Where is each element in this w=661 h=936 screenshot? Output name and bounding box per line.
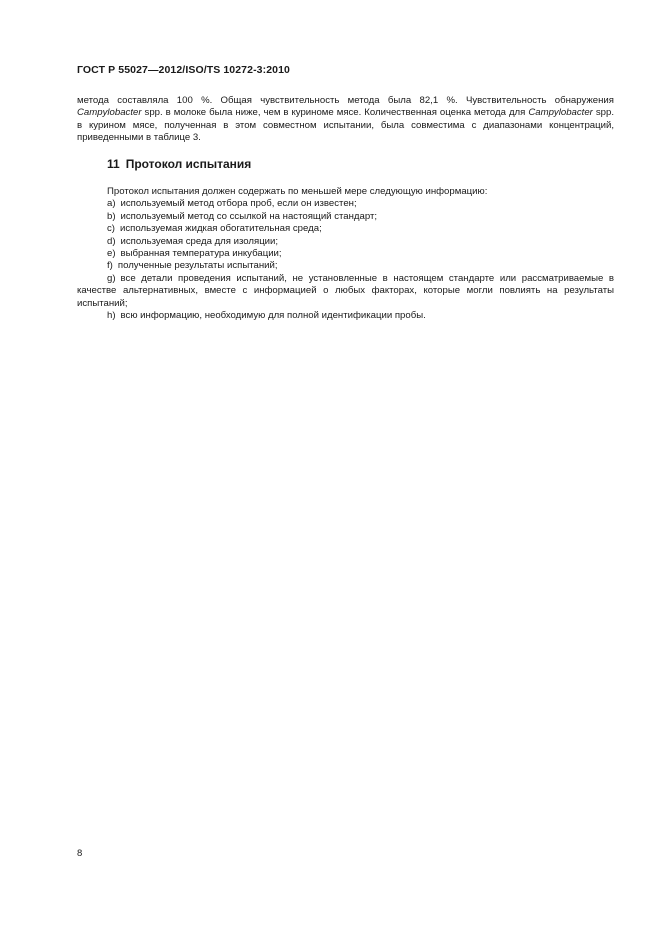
list-item [77,223,614,235]
species-name: Campylobacter [77,107,142,119]
list-item-letter: g) [107,272,116,284]
list-item-text: используемый метод со ссылкой на настоящий стандарт; [120,210,378,222]
intro-part-1: метода составляла 100 %. Общая чувствительность метода была 82,1 %. Чувствительность обнаружения [77,95,614,106]
list-item-letter: f) [107,260,113,272]
intro-text [77,95,614,145]
section-title: Протокол испытания [125,157,252,171]
list-item-letter: h) [107,310,116,322]
document-header: ГОСТ Р 55027—2012/ISO/TS 10272-3:2010 [77,64,290,76]
list-item [77,248,614,260]
list-item-text: все детали проведения испытаний, не установленные в настоящем стандарте или рассматриваемые в качестве альтернативных, вместе с информацией о любых факторах, которые могли повлиять на результаты испытаний; [77,272,614,309]
list-item-text: всю информацию, необходимую для полной идентификации пробы. [120,310,426,322]
list-item-text: используемый метод отбора проб, если он известен; [120,198,357,210]
intro-part-5: spp. в курином мясе, полученная в этом совместном испытании, была совместима с диапазонами концентраций, приведенными в таблице 3. [77,107,614,144]
section-body [77,186,614,322]
lead-text: Протокол испытания должен содержать по меньшей мере следующую информацию: [107,186,488,197]
list-item [77,236,614,248]
list-item-letter: b) [107,210,116,222]
intro-part-3: spp. в молоке была ниже, чем в куриноме мясе. Количественная оценка метода для [141,107,529,119]
list-item-text: используемая среда для изоляции; [120,235,279,247]
list-item-text: используемая жидкая обогатительная среда; [120,223,322,235]
list-item [77,260,614,272]
list-item [77,310,614,322]
page-number: 8 [77,848,83,859]
intro-paragraph [77,95,614,145]
list-item-letter: d) [107,235,116,247]
list-item-letter: c) [107,223,115,235]
list-item [77,211,614,223]
species-name: Campylobacter [528,107,593,119]
list-item [77,273,614,310]
section-heading [107,157,251,171]
list-item-letter: e) [107,248,116,260]
list-item-text: выбранная температура инкубации; [120,248,282,260]
requirements-list [77,198,614,322]
list-item-text: полученные результаты испытаний; [117,260,278,272]
list-item-letter: a) [107,198,116,210]
section-number: 11 [107,157,120,171]
list-item [77,198,614,210]
